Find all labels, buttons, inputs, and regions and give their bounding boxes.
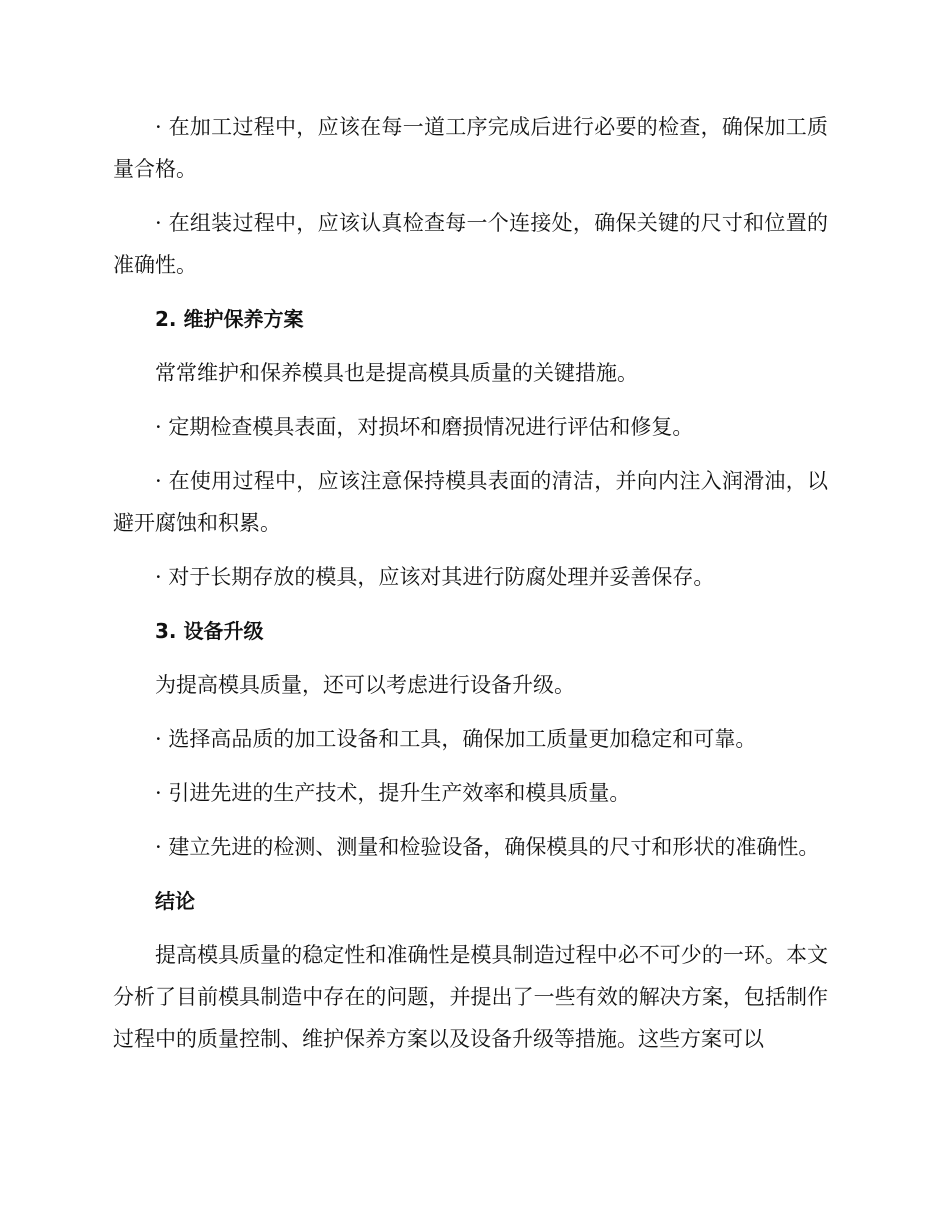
paragraph-inspection-after-process: · 在加工过程中，应该在每一道工序完成后进行必要的检查，确保加工质量合格。 — [113, 115, 828, 181]
paragraph-upgrade-intro: 为提高模具质量，还可以考虑进行设备升级。 — [155, 673, 575, 697]
paragraph-maintenance-intro: 常常维护和保养模具也是提高模具质量的关键措施。 — [155, 361, 638, 385]
paragraph-testing-equipment: · 建立先进的检测、测量和检验设备，确保模具的尺寸和形状的准确性。 — [155, 835, 820, 859]
paragraph-storage: · 对于长期存放的模具，应该对其进行防腐处理并妥善保存。 — [155, 565, 715, 589]
heading-maintenance-plan: 2. 维护保养方案 — [155, 307, 304, 331]
heading-equipment-upgrade: 3. 设备升级 — [155, 619, 264, 643]
paragraph-technology: · 引进先进的生产技术，提升生产效率和模具质量。 — [155, 781, 631, 805]
heading-conclusion: 结论 — [155, 889, 195, 913]
paragraph-conclusion: 提高模具质量的稳定性和准确性是模具制造过程中必不可少的一环。本文分析了目前模具制造中存在的问题，并提出了一些有效的解决方案，包括制作过程中的质量控制、维护保养方案以及设备升级等措施。这些方案可以 — [113, 943, 828, 1051]
paragraph-assembly-check: · 在组装过程中，应该认真检查每一个连接处，确保关键的尺寸和位置的准确性。 — [113, 211, 828, 277]
paragraph-cleaning-lubrication: · 在使用过程中，应该注意保持模具表面的清洁，并向内注入润滑油，以避开腐蚀和积累。 — [113, 469, 828, 535]
document-page — [113, 106, 828, 1060]
paragraph-equipment-choice: · 选择高品质的加工设备和工具，确保加工质量更加稳定和可靠。 — [155, 727, 757, 751]
paragraph-surface-inspection: · 定期检查模具表面，对损坏和磨损情况进行评估和修复。 — [155, 415, 694, 439]
